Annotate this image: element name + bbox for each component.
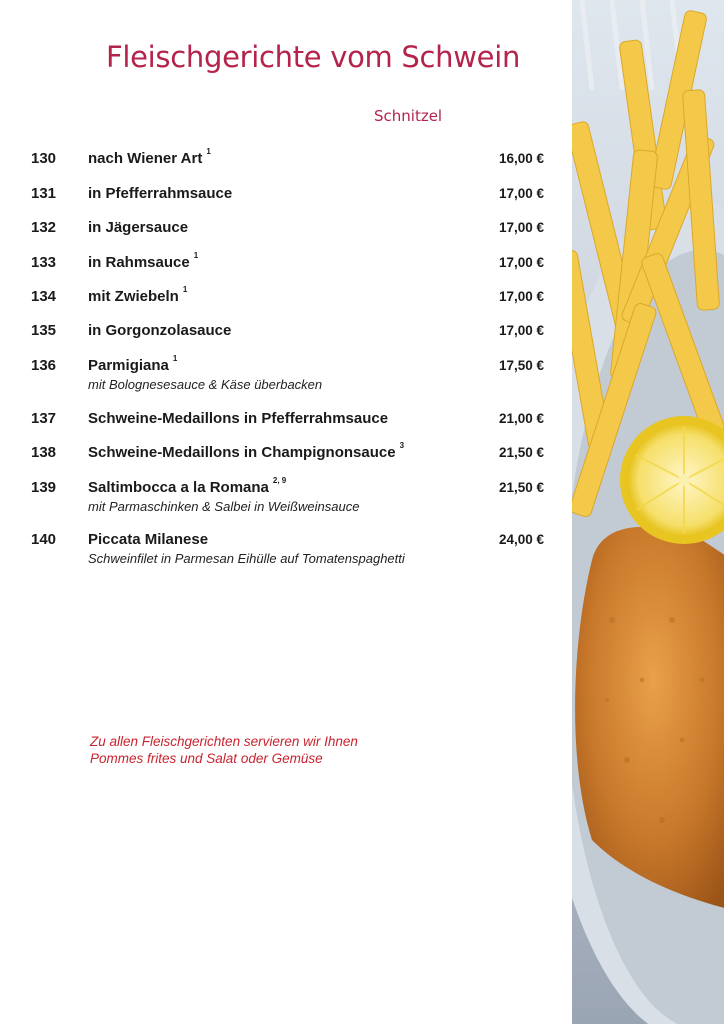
item-number: 135: [31, 322, 57, 339]
item-name: [88, 531, 208, 548]
item-price: 17,00 €: [498, 220, 544, 235]
item-name-text: Schweine-Medaillons in Pfefferrahmsauce: [88, 410, 389, 427]
item-number: 139: [31, 479, 57, 496]
item-name-text: Parmigiana: [88, 357, 169, 374]
allergen-note: 1: [206, 147, 211, 156]
item-price: 24,00 €: [498, 532, 544, 547]
item-price: 17,50 €: [498, 358, 544, 373]
item-price: 21,50 €: [498, 445, 544, 460]
item-price: 17,00 €: [498, 323, 544, 338]
item-name: [88, 441, 405, 461]
item-description: mit Parmaschinken & Salbei in Weißweinsauce: [88, 499, 360, 514]
item-number: 132: [31, 219, 57, 236]
page-title: Fleischgerichte vom Schwein: [106, 40, 521, 74]
item-number: 131: [31, 185, 57, 202]
item-name: [88, 285, 188, 305]
footnote-line-1: Zu allen Fleischgerichten servieren wir Ihnen: [90, 734, 358, 749]
item-number: 134: [31, 288, 57, 305]
item-name: [88, 410, 388, 427]
food-photo: [572, 0, 724, 1024]
item-name-text: Schweine-Medaillons in Champignonsauce: [88, 444, 396, 461]
allergen-note: 3: [399, 441, 405, 450]
item-name-text: mit Zwiebeln: [88, 288, 179, 305]
item-name: [88, 322, 231, 339]
item-number: 137: [31, 410, 57, 427]
item-price: 16,00 €: [498, 151, 544, 166]
item-name-text: in Rahmsauce: [88, 254, 190, 271]
item-name: [88, 147, 211, 167]
allergen-note: 1: [172, 354, 178, 363]
item-name-text: in Gorgonzolasauce: [88, 322, 232, 339]
item-description: mit Bolognesesauce & Käse überbacken: [88, 377, 323, 392]
item-name: [88, 476, 287, 496]
item-name-text: Piccata Milanese: [88, 531, 209, 548]
item-price: 17,00 €: [498, 186, 544, 201]
item-price: 17,00 €: [498, 289, 544, 304]
item-name-text: in Pfefferrahmsauce: [88, 185, 233, 202]
allergen-note: 2, 9: [272, 476, 287, 485]
item-number: 133: [31, 254, 57, 271]
item-price: 21,00 €: [498, 411, 544, 426]
item-name: [88, 219, 188, 236]
allergen-note: 1: [182, 285, 188, 294]
item-number: 140: [31, 531, 57, 548]
item-number: 130: [31, 150, 57, 167]
footnote: [90, 733, 358, 767]
item-name-text: in Jägersauce: [88, 219, 189, 236]
schnitzel-fries-lemon-photo: [572, 0, 724, 1024]
allergen-note: 1: [193, 251, 199, 260]
item-name: [88, 354, 178, 374]
section-title: Schnitzel: [374, 107, 443, 125]
item-number: 136: [31, 357, 57, 374]
item-name: [88, 185, 232, 202]
item-name: [88, 251, 199, 271]
item-price: 17,00 €: [498, 255, 544, 270]
item-name-text: Saltimbocca a la Romana: [88, 479, 269, 496]
item-price: 21,50 €: [498, 480, 544, 495]
item-description: Schweinfilet in Parmesan Eihülle auf Tomatenspaghetti: [88, 551, 405, 566]
item-number: 138: [31, 444, 57, 461]
item-name-text: nach Wiener Art: [88, 150, 203, 167]
footnote-line-2: Pommes frites und Salat oder Gemüse: [90, 751, 323, 766]
